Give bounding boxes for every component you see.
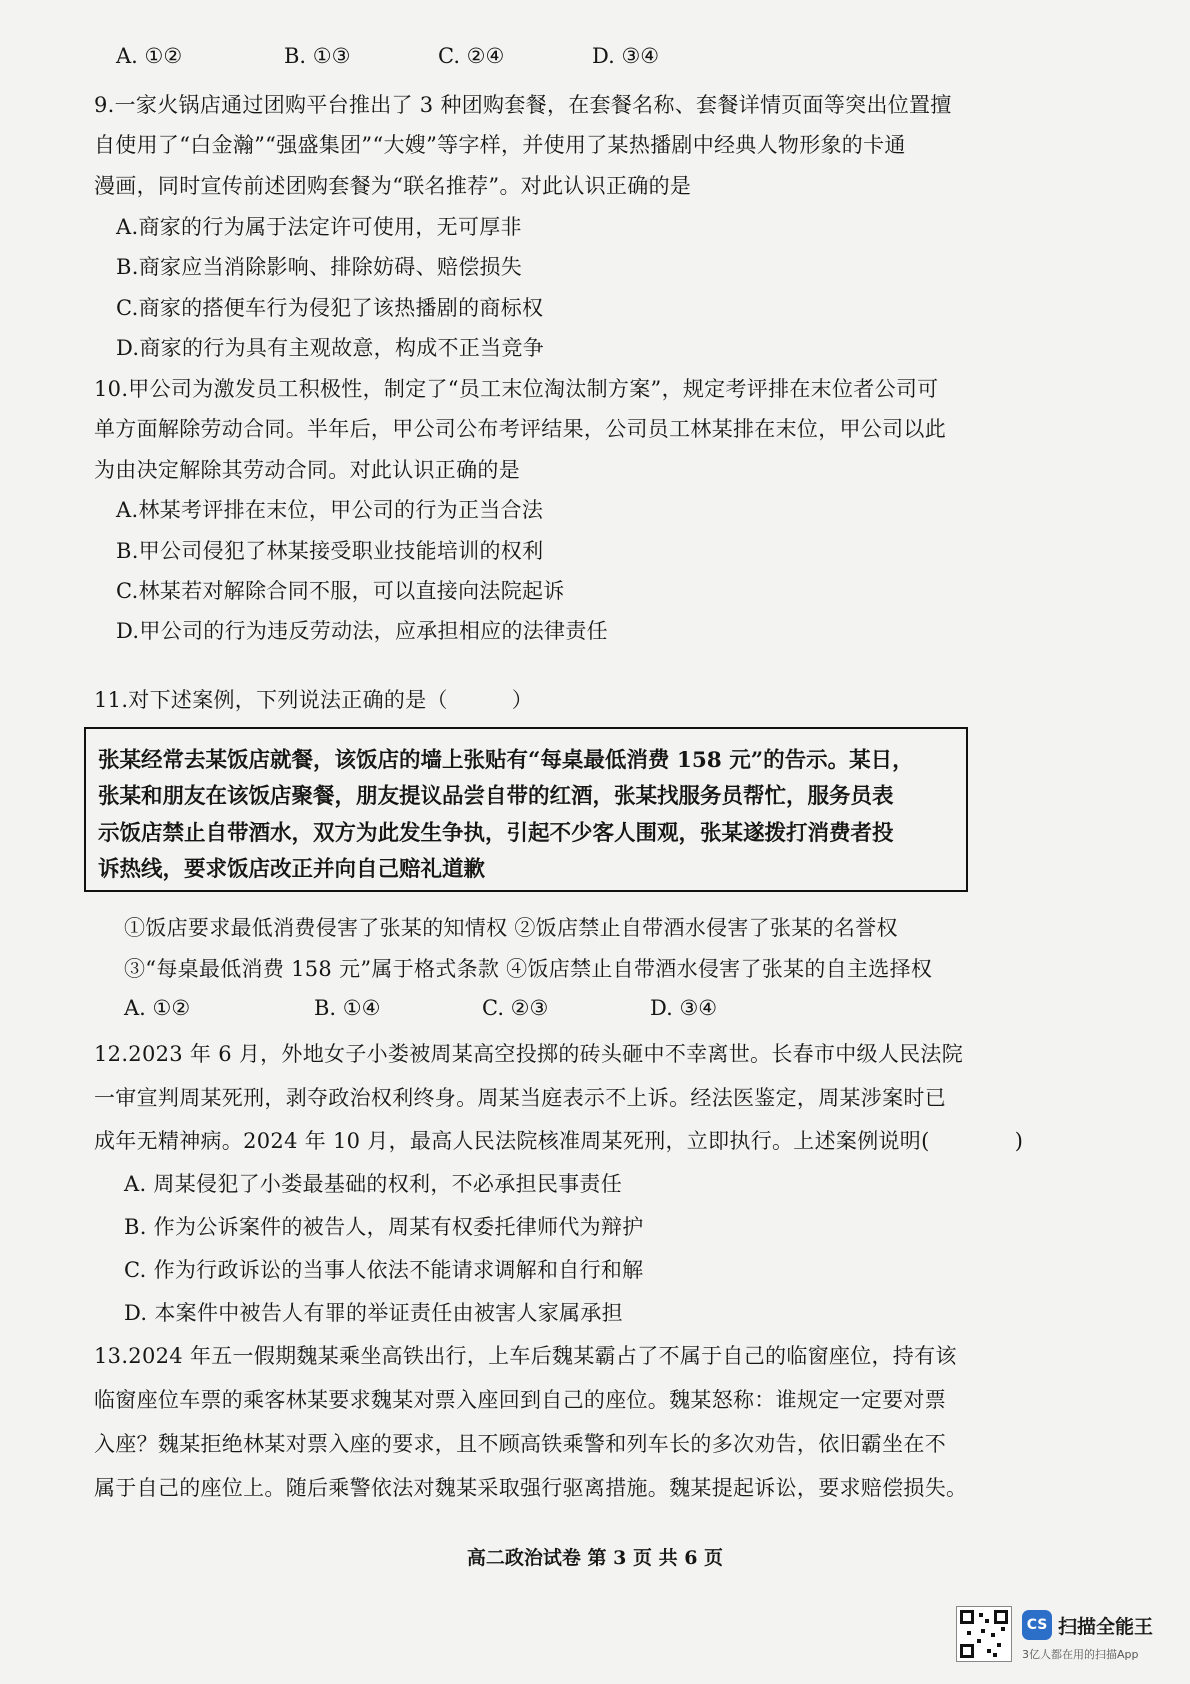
scanner-tagline: 3亿人都在用的扫描App <box>1022 1648 1139 1661</box>
q11-option-a[interactable]: A. ①② <box>124 996 191 1020</box>
q11-statements-line-2: ③“每桌最低消费 158 元”属于格式条款 ④饭店禁止自带酒水侵害了张某的自主选择权 <box>124 957 933 981</box>
q10-option-d[interactable]: D.甲公司的行为违反劳动法，应承担相应的法律责任 <box>116 619 608 643</box>
bleed-through-text: A <box>640 174 872 198</box>
q8-option-d[interactable]: D. ③④ <box>592 44 660 68</box>
page-footer: 高二政治试卷 第 3 页 共 6 页 <box>466 1547 724 1569</box>
q12-stem-line-1: 12.2023 年 6 月，外地女子小娄被周某高空投掷的砖头砸中不幸离世。长春市中级人民法院 <box>94 1042 964 1066</box>
q12-stem-line-3: 成年无精神病。2024 年 10 月，最高人民法院核准周某死刑，立即执行。上述案例说明( ) <box>94 1129 1024 1153</box>
q10-option-b[interactable]: B.甲公司侵犯了林某接受职业技能培训的权利 <box>116 539 544 563</box>
q13-stem-line-4: 属于自己的座位上。随后乘警依法对魏某采取强行驱离措施。魏某提起诉讼，要求赔偿损失。 <box>94 1476 968 1500</box>
q11-options <box>124 996 824 1022</box>
q11-option-d[interactable]: D. ③④ <box>650 996 718 1020</box>
q8-options <box>116 44 816 70</box>
q11-case-line-4: 诉热线，要求饭店改正并向自己赔礼道歉 <box>98 857 486 882</box>
scanner-watermark <box>956 1604 1176 1668</box>
q11-case-line-3: 示饭店禁止自带酒水，双方为此发生争执，引起不少客人围观，张某遂拨打消费者投 <box>98 821 894 846</box>
q11-case-box <box>84 727 968 892</box>
q11-case-line-1: 张某经常去某饭店就餐，该饭店的墙上张贴有“每桌最低消费 158 元”的告示。某日， <box>98 748 914 773</box>
q11-case-line-2: 张某和朋友在该饭店聚餐，朋友提议品尝自带的红酒，张某找服务员帮忙，服务员表 <box>98 784 894 809</box>
q13-stem-line-2: 临窗座位车票的乘客林某要求魏某对票入座回到自己的座位。魏某怒称：谁规定一定要对票 <box>94 1388 946 1412</box>
q12-option-d[interactable]: D. 本案件中被告人有罪的举证责任由被害人家属承担 <box>124 1301 623 1325</box>
q10-option-a[interactable]: A.林某考评排在末位，甲公司的行为正当合法 <box>116 498 544 522</box>
q9-option-d[interactable]: D.商家的行为具有主观故意，构成不正当竞争 <box>116 336 545 360</box>
q13-stem-line-1: 13.2024 年五一假期魏某乘坐高铁出行，上车后魏某霸占了不属于自己的临窗座位，持有该 <box>94 1344 957 1368</box>
q11-statements-line-1: ①饭店要求最低消费侵害了张某的知情权 ②饭店禁止自带酒水侵害了张某的名誉权 <box>124 916 898 940</box>
q12-stem-line-2: 一审宣判周某死刑，剥夺政治权利终身。周某当庭表示不上诉。经法医鉴定，周某涉案时已 <box>94 1086 946 1110</box>
q10-option-c[interactable]: C.林某若对解除合同不服，可以直接向法院起诉 <box>116 579 565 603</box>
q10-stem-line-2: 单方面解除劳动合同。半年后，甲公司公布考评结果，公司员工林某排在末位，甲公司以此 <box>94 417 946 441</box>
q9-stem-line-3: 漫画，同时宣传前述团购套餐为“联名推荐”。对此认识正确的是 <box>94 174 692 198</box>
q12-option-b[interactable]: B. 作为公诉案件的被告人，周某有权委托律师代为辩护 <box>124 1215 644 1239</box>
q10-stem-line-1: 10.甲公司为激发员工积极性，制定了“员工末位淘汰制方案”，规定考评排在末位者公司可 <box>94 377 939 401</box>
q10-stem-line-3: 为由决定解除其劳动合同。对此认识正确的是 <box>94 458 520 482</box>
q9-option-a[interactable]: A.商家的行为属于法定许可使用，无可厚非 <box>116 215 522 239</box>
q9-option-c[interactable]: C.商家的搭便车行为侵犯了该热播剧的商标权 <box>116 296 544 320</box>
q9-stem-line-1: 9.一家火锅店通过团购平台推出了 3 种团购套餐，在套餐名称、套餐详情页面等突出位置擅 <box>94 93 952 117</box>
q11-stem: 11.对下述案例，下列说法正确的是（ ） <box>94 688 533 712</box>
q9-option-b[interactable]: B.商家应当消除影响、排除妨碍、赔偿损失 <box>116 255 523 279</box>
q8-option-b[interactable]: B. ①③ <box>284 44 351 68</box>
q11-option-b[interactable]: B. ①④ <box>314 996 381 1020</box>
q8-option-a[interactable]: A. ①② <box>116 44 183 68</box>
q12-option-a[interactable]: A. 周某侵犯了小娄最基础的权利，不必承担民事责任 <box>124 1172 623 1196</box>
q11-option-c[interactable]: C. ②③ <box>482 996 549 1020</box>
q8-option-c[interactable]: C. ②④ <box>438 44 505 68</box>
qr-code-icon <box>956 1606 1012 1662</box>
scanner-app-name: 扫描全能王 <box>1058 1616 1154 1638</box>
q13-stem-line-3: 入座？魏某拒绝林某对票入座的要求，且不顾高铁乘警和列车长的多次劝告，依旧霸坐在不 <box>94 1432 946 1456</box>
q9-stem-line-2: 自使用了“白金瀚”“强盛集团”“大嫂”等字样，并使用了某热播剧中经典人物形象的卡通 <box>94 133 906 157</box>
q12-option-c[interactable]: C. 作为行政诉讼的当事人依法不能请求调解和自行和解 <box>124 1258 644 1282</box>
camscanner-logo-icon: CS <box>1022 1610 1052 1640</box>
